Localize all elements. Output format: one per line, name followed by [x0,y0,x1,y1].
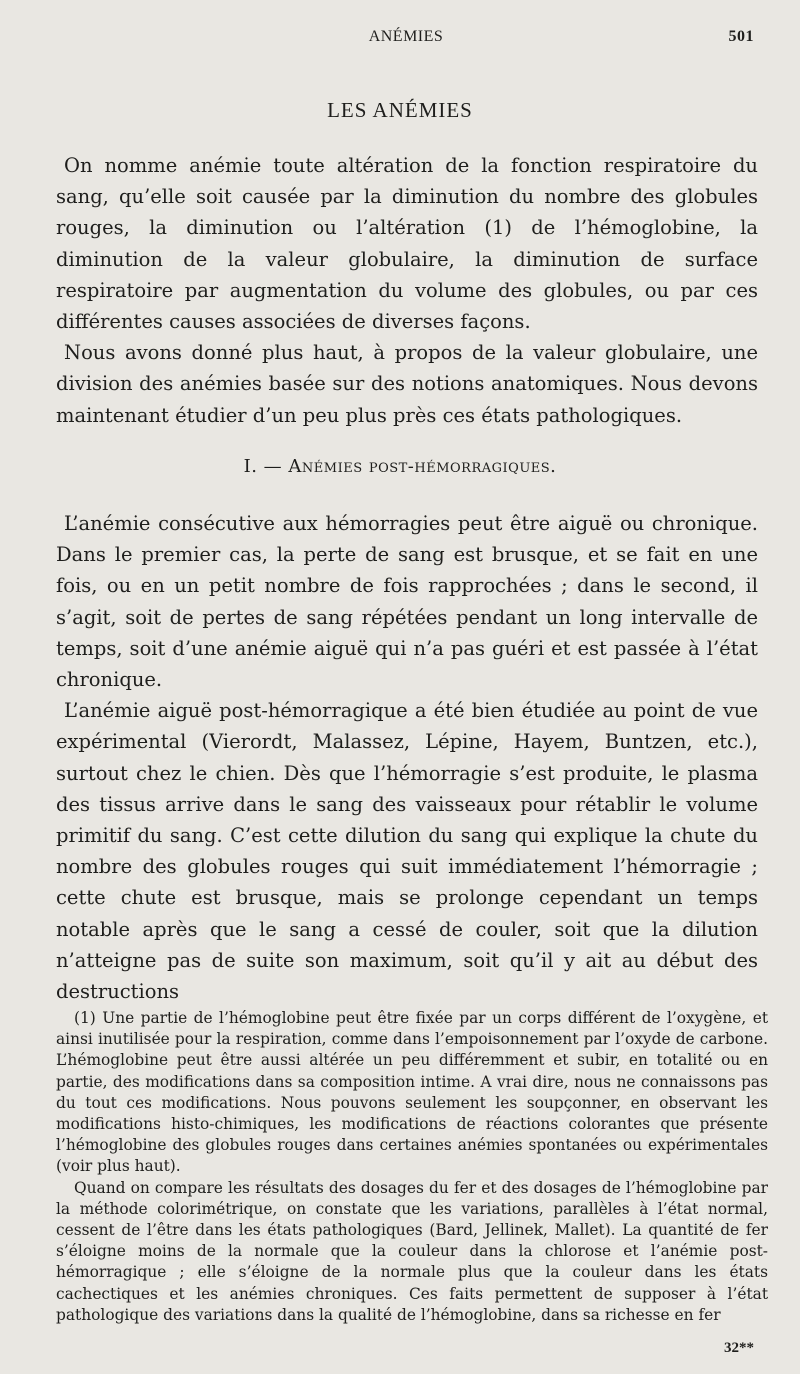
footnote-1: (1) Une partie de l’hémoglobine peut être fixée par un corps différent de l’oxygène, et ainsi inutilisée pour la respiration, comme dans l’empoisonnement par l’oxyde de carbone. L’hémoglobine peut être aussi altérée un peu différemment et subir, en totalité ou en partie, des modifications dans sa composition intime. A vrai dire, nous ne connaissons pas du tout ces modifications. Nous pouvons seulement les soupçonner, en observant les modifications histo-chimiques, les modifications de réactions colorantes que présente l’hémoglobine des globules rouges dans certaines anémies spontanées ou expérimentales (voir plus haut). [56,1009,768,1176]
running-head [58,28,754,54]
section-text [56,508,758,1007]
signature-mark: 32** [724,1340,754,1356]
chapter-title: LES ANÉMIES [327,98,473,122]
paragraph-acute-chronic: L’anémie consécutive aux hémorragies peut être aiguë ou chronique. Dans le premier cas, la perte de sang est brusque, et se fait en une fois, ou en un petit nombre de fois rapprochées ; dans le second, il s’agit, soit de pertes de sang répétées pendant un long intervalle de temps, soit d’une anémie aiguë qui n’a pas guéri et est passée à l’état chronique. [56,512,758,692]
footnotes [56,1008,768,1326]
footnote-continuation: Quand on compare les résultats des dosages du fer et des dosages de l’hémoglobine par la méthode colorimétrique, on constate que les variations, parallèles à l’état normal, cessent de l’être dans les états pathologiques (Bard, Jellinek, Mallet). La quantité de fer s’éloigne moins de la normale que la couleur dans la chlorose et l’anémie post-hémorragique ; elle s’éloigne de la normale plus que la couleur dans les états cachectiques et les anémies chroniques. Ces faits permettent de supposer à l’état pathologique des variations dans la qualité de l’hémoglobine, dans sa richesse en fer [56,1178,768,1324]
running-title: ANÉMIES [368,28,444,45]
intro-text [56,150,758,431]
page-number: 501 [728,28,754,45]
section-title: Anémies post-hémorragiques. [288,456,557,477]
section-number: I. — [243,456,283,477]
section-heading [0,456,800,477]
paragraph-division: Nous avons donné plus haut, à propos de la valeur globulaire, une division des anémies basée sur des notions anatomiques. Nous devons maintenant étudier d’un peu plus près ces états pathologiques. [56,341,758,427]
paragraph-definition: On nomme anémie toute altération de la fonction respiratoire du sang, qu’elle soit causée par la diminution du nombre des globules rouges, la diminution ou l’altération (1) de l’hémoglobine, la diminution de la valeur globulaire, la diminution de surface respiratoire par augmentation du volume des globules, ou par ces différentes causes associées de diverses façons. [56,154,758,334]
paragraph-experimental: L’anémie aiguë post-hémorragique a été bien étudiée au point de vue expérimental (Vierordt, Malassez, Lépine, Hayem, Buntzen, etc.), surtout chez le chien. Dès que l’hémorragie s’est produite, le plasma des tissus arrive dans le sang des vaisseaux pour rétablir le volume primitif du sang. C’est cette dilution du sang qui explique la chute du nombre des globules rouges qui suit immédiatement l’hémorragie ; cette chute est brusque, mais se prolonge cependant un temps notable après que le sang a cessé de couler, soit que la dilution n’atteigne pas de suite son maximum, soit qu’il y ait au début des destructions [56,699,758,1004]
